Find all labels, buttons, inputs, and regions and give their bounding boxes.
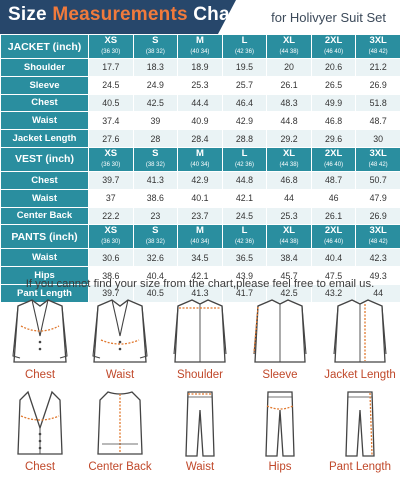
row-label: Sleeve (1, 76, 89, 94)
vest-chest-icon (10, 388, 70, 460)
title-chart: Chart (187, 4, 244, 25)
table-cell: 37 (89, 189, 134, 207)
table-cell: 26.5 (311, 76, 356, 94)
size-header-xl (267, 225, 312, 249)
size-header-2xl (311, 225, 356, 249)
guide-vest-chest (3, 388, 77, 473)
size-label: L (241, 147, 248, 159)
guide-label: Waist (105, 369, 135, 381)
jacket-waist-icon (90, 296, 150, 368)
table-row (1, 249, 400, 267)
size-label: 3XL (369, 225, 387, 237)
size-label: S (152, 147, 159, 159)
table-cell: 40.9 (178, 112, 223, 130)
row-label: Waist (1, 112, 89, 130)
table-cell: 17.7 (89, 59, 134, 77)
table-cell: 46.8 (311, 112, 356, 130)
size-header-s (133, 147, 178, 171)
size-header-2xl (311, 147, 356, 171)
guide-jacket-sleeve (243, 296, 317, 381)
size-sub: (48 42) (368, 161, 388, 168)
table-cell: 42.1 (178, 267, 223, 285)
row-label: Shoulder (1, 59, 89, 77)
row-label: Pant Length (1, 284, 89, 302)
pants-header-row (1, 225, 400, 249)
size-sub: (48 42) (368, 49, 388, 55)
size-sub: (44 38) (279, 161, 299, 168)
guide-label: Hips (268, 461, 292, 473)
table-cell: 26.1 (311, 207, 356, 225)
table-cell: 48.7 (356, 112, 400, 130)
size-sub: (36 30) (101, 161, 121, 168)
table-cell: 39.7 (89, 284, 134, 302)
jacket-measure-guide (0, 296, 400, 381)
page-title (8, 4, 244, 26)
table-cell: 48.7 (311, 171, 356, 189)
size-label: 3XL (369, 147, 387, 159)
size-sub: (36 30) (101, 239, 121, 246)
guide-jacket-waist (83, 296, 157, 381)
size-sub: (38 32) (145, 239, 165, 246)
table-cell: 26.1 (267, 76, 312, 94)
size-label: 2XL (324, 147, 343, 159)
jacket-header-row (1, 35, 400, 59)
pants-hips-icon (250, 388, 310, 460)
jacket-section (1, 35, 400, 148)
row-label: Chest (1, 94, 89, 112)
guide-vest-center-back (83, 388, 157, 473)
table-row (1, 207, 400, 225)
size-label: S (152, 35, 159, 46)
row-label: Center Back (1, 207, 89, 225)
size-header-3xl (356, 35, 400, 59)
size-header-xs (89, 147, 134, 171)
table-cell: 39.7 (89, 171, 134, 189)
table-cell: 42.1 (222, 189, 267, 207)
table-cell: 26.9 (356, 207, 400, 225)
size-sub: (48 42) (368, 239, 388, 246)
table-cell: 49.3 (356, 267, 400, 285)
size-header-3xl (356, 147, 400, 171)
row-label: Jacket Length (1, 130, 89, 148)
table-cell: 25.3 (267, 207, 312, 225)
size-sub: (40 34) (190, 239, 210, 246)
table-row (1, 94, 400, 112)
table-cell: 34.5 (178, 249, 223, 267)
guide-jacket-length (323, 296, 397, 381)
size-sub: (38 32) (145, 49, 165, 55)
title-size: Size (8, 4, 53, 25)
table-cell: 44 (267, 189, 312, 207)
table-cell: 51.8 (356, 94, 400, 112)
size-header-l (222, 225, 267, 249)
size-sub: (42 36) (234, 49, 254, 55)
table-cell: 30.6 (89, 249, 134, 267)
jacket-chest-icon (10, 296, 70, 368)
pants-title: PANTS (inch) (1, 225, 89, 249)
table-row (1, 171, 400, 189)
table-cell: 43.9 (222, 267, 267, 285)
table-cell: 40.1 (178, 189, 223, 207)
table-cell: 42.9 (178, 171, 223, 189)
table-cell: 25.3 (178, 76, 223, 94)
table-cell: 24.9 (133, 76, 178, 94)
size-label: L (241, 35, 248, 46)
table-cell: 43.2 (311, 284, 356, 302)
size-label: XL (282, 35, 296, 46)
table-cell: 47.5 (311, 267, 356, 285)
size-header-m (178, 35, 223, 59)
guide-pants-waist (163, 388, 237, 473)
table-cell: 28.4 (178, 130, 223, 148)
table-cell: 40.4 (311, 249, 356, 267)
table-cell: 38.4 (267, 249, 312, 267)
vest-section (1, 147, 400, 224)
size-header-l (222, 35, 267, 59)
size-header-3xl (356, 225, 400, 249)
row-label: Hips (1, 267, 89, 285)
guide-label: Center Back (88, 461, 152, 473)
guide-label: Pant Length (328, 461, 392, 473)
size-label: XS (104, 147, 118, 159)
table-cell: 22.2 (89, 207, 134, 225)
table-cell: 19.5 (222, 59, 267, 77)
jacket-sleeve-icon (250, 296, 310, 368)
table-cell: 41.3 (133, 171, 178, 189)
size-header-xl (267, 35, 312, 59)
table-row (1, 130, 400, 148)
guide-jacket-chest (3, 296, 77, 381)
table-cell: 42.9 (222, 112, 267, 130)
size-sub: (36 30) (101, 49, 121, 55)
table-row (1, 112, 400, 130)
table-cell: 24.5 (222, 207, 267, 225)
table-cell: 26.9 (356, 76, 400, 94)
table-cell: 29.6 (311, 130, 356, 148)
vest-center-back-icon (90, 388, 150, 460)
size-label: 2XL (324, 225, 343, 237)
table-cell: 18.9 (178, 59, 223, 77)
size-header-m (178, 147, 223, 171)
size-header-l (222, 147, 267, 171)
table-cell: 41.7 (222, 284, 267, 302)
table-row (1, 189, 400, 207)
row-label: Waist (1, 189, 89, 207)
jacket-length-icon (330, 296, 390, 368)
size-sub: (38 32) (145, 161, 165, 168)
table-cell: 42.3 (356, 249, 400, 267)
guide-pants-hips (243, 388, 317, 473)
jacket-shoulder-icon (170, 296, 230, 368)
row-label: Chest (1, 171, 89, 189)
size-table (0, 34, 400, 303)
size-header-s (133, 225, 178, 249)
table-cell: 42.5 (133, 94, 178, 112)
size-label: XS (104, 35, 118, 46)
table-cell: 21.2 (356, 59, 400, 77)
size-sub: (44 38) (279, 49, 299, 55)
table-cell: 36.5 (222, 249, 267, 267)
table-cell: 46.8 (267, 171, 312, 189)
size-label: S (152, 225, 159, 237)
table-cell: 40.4 (133, 267, 178, 285)
size-sub: (46 40) (324, 49, 344, 55)
guide-label: Chest (24, 461, 56, 473)
table-cell: 38.6 (133, 189, 178, 207)
title-measurements: Measurements (52, 4, 188, 25)
table-cell: 49.9 (311, 94, 356, 112)
table-cell: 44.8 (222, 171, 267, 189)
jacket-title: JACKET (inch) (1, 35, 89, 59)
table-cell: 39 (133, 112, 178, 130)
table-cell: 28.8 (222, 130, 267, 148)
pants-length-icon (330, 388, 390, 460)
size-sub: (42 36) (234, 239, 254, 246)
title-banner (0, 0, 400, 34)
table-cell: 46.4 (222, 94, 267, 112)
table-cell: 48.3 (267, 94, 312, 112)
size-header-xl (267, 147, 312, 171)
size-label: XS (104, 225, 118, 237)
table-cell: 20 (267, 59, 312, 77)
size-header-xs (89, 35, 134, 59)
table-cell: 24.5 (89, 76, 134, 94)
table-row (1, 59, 400, 77)
pants-waist-icon (170, 388, 230, 460)
guide-label: Chest (24, 369, 56, 381)
size-label: M (195, 35, 204, 46)
size-header-2xl (311, 35, 356, 59)
guide-label: Jacket Length (324, 369, 396, 381)
guide-label: Shoulder (176, 369, 224, 381)
guide-pants-length (323, 388, 397, 473)
guide-jacket-shoulder (163, 296, 237, 381)
table-cell: 28 (133, 130, 178, 148)
table-cell: 41.3 (178, 284, 223, 302)
table-cell: 40.5 (133, 284, 178, 302)
size-sub: (46 40) (324, 239, 344, 246)
vest-pants-measure-guide (0, 388, 400, 473)
vest-title: VEST (inch) (1, 147, 89, 171)
table-cell: 23.7 (178, 207, 223, 225)
contact-note: If you cannot find your size from the chart,please feel free to email us. (25, 278, 375, 290)
table-cell: 44.4 (178, 94, 223, 112)
size-header-m (178, 225, 223, 249)
table-cell: 44 (356, 284, 400, 302)
row-label: Waist (1, 249, 89, 267)
table-cell: 29.2 (267, 130, 312, 148)
size-label: 3XL (369, 35, 387, 46)
size-sub: (42 36) (234, 161, 254, 168)
size-label: XL (282, 225, 296, 237)
table-cell: 42.5 (267, 284, 312, 302)
table-cell: 46 (311, 189, 356, 207)
size-label: M (195, 147, 204, 159)
pants-section (1, 225, 400, 302)
table-cell: 18.3 (133, 59, 178, 77)
table-row (1, 76, 400, 94)
table-cell: 32.6 (133, 249, 178, 267)
table-cell: 37.4 (89, 112, 134, 130)
table-cell: 38.6 (89, 267, 134, 285)
size-sub: (44 38) (279, 239, 299, 246)
size-sub: (40 34) (190, 49, 210, 55)
table-cell: 44.8 (267, 112, 312, 130)
guide-label: Waist (185, 461, 215, 473)
size-label: M (195, 225, 204, 237)
size-label: L (241, 225, 248, 237)
table-cell: 47.9 (356, 189, 400, 207)
size-tables (0, 34, 400, 303)
table-cell: 40.5 (89, 94, 134, 112)
table-cell: 23 (133, 207, 178, 225)
table-cell: 30 (356, 130, 400, 148)
table-cell: 27.6 (89, 130, 134, 148)
guide-label: Sleeve (262, 369, 298, 381)
size-header-s (133, 35, 178, 59)
table-cell: 25.7 (222, 76, 267, 94)
size-header-xs (89, 225, 134, 249)
size-label: XL (282, 147, 296, 159)
page-subtitle: for Holivyer Suit Set (271, 10, 386, 25)
size-label: 2XL (324, 35, 343, 46)
table-cell: 20.6 (311, 59, 356, 77)
size-sub: (40 34) (190, 161, 210, 168)
vest-header-row (1, 147, 400, 171)
size-sub: (46 40) (324, 161, 344, 168)
table-cell: 50.7 (356, 171, 400, 189)
table-cell: 45.7 (267, 267, 312, 285)
